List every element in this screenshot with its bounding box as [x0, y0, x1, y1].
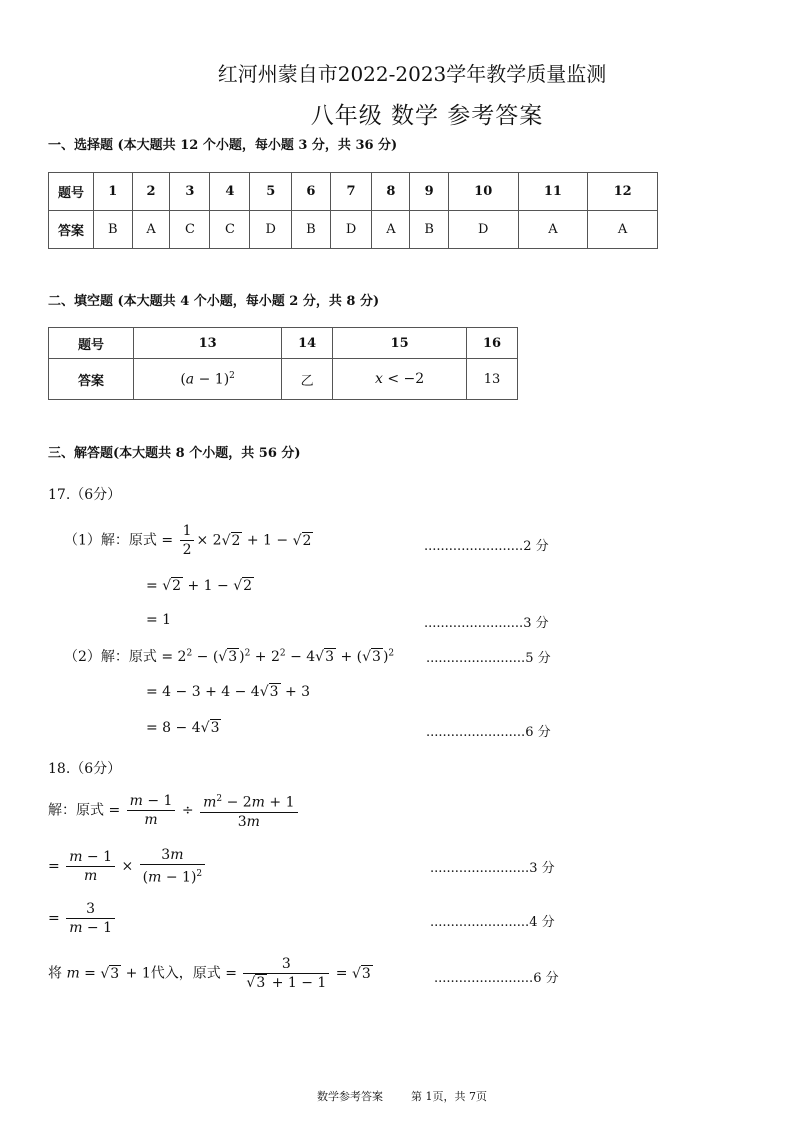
leader-dots: ........................ — [424, 616, 524, 631]
row-header-answer: 答案 — [49, 359, 134, 400]
question-number: 5 — [250, 173, 292, 211]
question-17-label: 17.（6分） — [48, 487, 122, 503]
document-subtitle: 八年级 数学 参考答案 — [310, 103, 544, 129]
q17-part1-line2: = √2 + 1 − √2 — [146, 578, 253, 594]
answer-cell: D — [250, 211, 292, 249]
question-number: 3 — [170, 173, 210, 211]
answer-cell: A — [132, 211, 170, 249]
page-footer — [0, 1088, 794, 1104]
table-row — [49, 173, 658, 211]
score-line — [426, 721, 551, 740]
question-number: 8 — [372, 173, 410, 211]
footer-title: 数学参考答案 — [317, 1090, 383, 1103]
question-number: 7 — [330, 173, 372, 211]
q17-part2-prefix: （2）解：原式 — [64, 649, 157, 665]
score-value: 3 分 — [529, 861, 555, 876]
question-number: 13 — [134, 328, 282, 359]
leader-dots: ........................ — [426, 651, 526, 666]
question-number: 4 — [210, 173, 250, 211]
score-line — [430, 857, 555, 876]
q18-sub-prefix: 将 — [48, 965, 62, 982]
q17-part2-line2: = 4 − 3 + 4 − 4√3 + 3 — [146, 684, 311, 700]
answer-cell: A — [372, 211, 410, 249]
score-line — [426, 647, 551, 666]
question-number: 15 — [333, 328, 467, 359]
leader-dots: ........................ — [426, 725, 526, 740]
q18-line4: 将 m = √3 + 1代入，原式 = $\frac{3}{√3 + 1 - 1}$ = √3 — [48, 956, 371, 991]
row-header-number: 题号 — [49, 173, 94, 211]
score-value: 2 分 — [523, 539, 549, 554]
q17-part2-line3: = 8 − 4√3 — [146, 720, 220, 736]
q18-sub-mid: 代入，原式 — [150, 965, 221, 982]
table-row — [49, 328, 518, 359]
answer-cell: D — [330, 211, 372, 249]
score-line — [424, 612, 549, 631]
row-header-answer: 答案 — [49, 211, 94, 249]
score-line — [430, 911, 555, 930]
answer-cell: A — [518, 211, 588, 249]
q17-part1-prefix: （1）解：原式 — [64, 532, 157, 549]
answer-cell: D — [448, 211, 518, 249]
table-row — [49, 211, 658, 249]
score-value: 5 分 — [525, 651, 551, 666]
answer-cell: A — [588, 211, 658, 249]
q18-line1: 解：原式 = $\frac{m - 1}{m}$ ÷ $\frac{m^2 - 2m + 1}{3m}$ — [48, 790, 300, 831]
answer-15-formula: x < −2 — [333, 359, 467, 400]
score-line — [434, 967, 559, 986]
answer-cell: 乙 — [282, 359, 333, 400]
page-number: 第 1页，共 7页 — [410, 1090, 487, 1103]
row-header-number: 题号 — [49, 328, 134, 359]
question-number: 6 — [292, 173, 331, 211]
leader-dots: ........................ — [430, 915, 530, 930]
answer-cell: B — [410, 211, 449, 249]
table-row — [49, 359, 518, 400]
question-number: 12 — [588, 173, 658, 211]
question-number: 1 — [94, 173, 133, 211]
question-18-label: 18.（6分） — [48, 761, 122, 777]
answer-cell: B — [292, 211, 331, 249]
q18-line2: = $\frac{m - 1}{m}$ × $\frac{3m}{(m - 1)^2}$ — [48, 846, 207, 887]
section-1-heading: 一、选择题 (本大题共 12 个小题，每小题 3 分，共 36 分) — [48, 138, 398, 153]
score-value: 4 分 — [529, 915, 555, 930]
leader-dots: ........................ — [430, 861, 530, 876]
choice-answer-table — [48, 172, 658, 249]
question-number: 9 — [410, 173, 449, 211]
question-number: 16 — [467, 328, 518, 359]
leader-dots: ........................ — [424, 539, 524, 554]
score-line — [424, 535, 549, 554]
q17-part1-line3: = 1 — [146, 612, 172, 628]
section-3-heading: 三、解答题(本大题共 8 个小题，共 56 分) — [48, 446, 301, 461]
q18-line3: = $\frac{3}{m - 1}$ — [48, 900, 117, 937]
fill-answer-table — [48, 327, 518, 400]
answer-cell: B — [94, 211, 133, 249]
q18-prefix: 解：原式 — [48, 802, 104, 819]
section-2-heading: 二、填空题 (本大题共 4 个小题，每小题 2 分，共 8 分) — [48, 294, 380, 309]
answer-13-formula: $(a - 1)^2$ — [134, 359, 282, 400]
question-number: 2 — [132, 173, 170, 211]
question-number: 14 — [282, 328, 333, 359]
score-value: 6 分 — [525, 725, 551, 740]
score-value: 3 分 — [523, 616, 549, 631]
leader-dots: ........................ — [434, 971, 534, 986]
question-number: 10 — [448, 173, 518, 211]
answer-cell: C — [170, 211, 210, 249]
question-number: 11 — [518, 173, 588, 211]
score-value: 6 分 — [533, 971, 559, 986]
answer-cell: C — [210, 211, 250, 249]
q17-part2-line1: （2）解：原式 = $2^2 - (√3$ )$^2 + 2^2 - 4√3 + (√3$ )$^2$ — [64, 648, 395, 665]
answer-cell: 13 — [467, 359, 518, 400]
document-title: 红河州蒙自市2022-2023学年教学质量监测 — [217, 62, 607, 86]
q17-part1-line1: （1）解：原式 = $\frac{1}{2}$ × 2√2 + 1 − √2 — [64, 523, 312, 558]
